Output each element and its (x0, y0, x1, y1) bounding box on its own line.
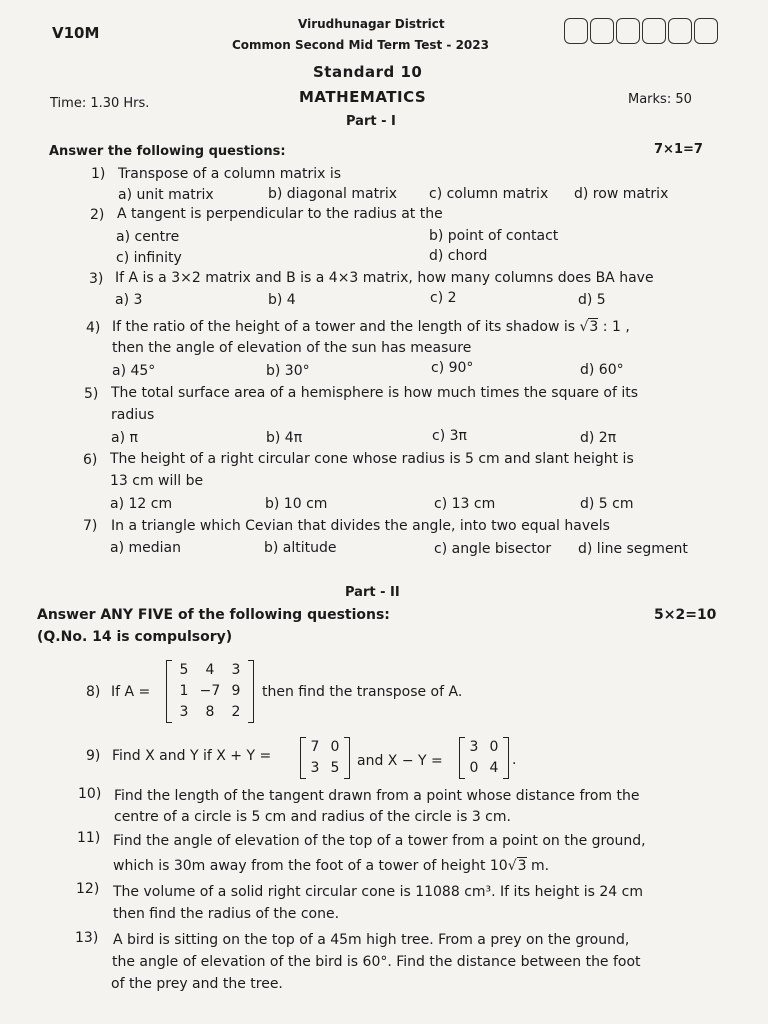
radicand: 3 (517, 858, 527, 874)
option: c) infinity (116, 250, 182, 266)
question-text: Transpose of a column matrix is (118, 166, 342, 182)
question-text-part: : 1 , (598, 319, 630, 335)
standard-title: Standard 10 (313, 63, 423, 81)
subject-title: MATHEMATICS (299, 88, 427, 106)
question-text-mid: and X − Y = (357, 753, 443, 769)
part1-instruction: Answer the following questions: (49, 144, 286, 159)
paper-code: V10M (52, 24, 100, 42)
question-number: 8) (86, 684, 101, 700)
option: b) 4 (268, 292, 296, 308)
question-text-line2: centre of a circle is 5 cm and radius of the circle is 3 cm. (114, 809, 511, 825)
matrix-cell: 0 (489, 739, 499, 755)
matrix-cell: 4 (489, 760, 499, 776)
option: a) 12 cm (110, 496, 173, 512)
part2-title: Part - II (345, 585, 400, 600)
question-text: Find X and Y if X + Y = (112, 748, 272, 764)
question-text-line3: of the prey and the tree. (111, 976, 283, 992)
register-box (668, 18, 692, 44)
matrix-cell: 3 (310, 760, 320, 776)
option: c) 3π (432, 428, 467, 444)
option: c) 2 (430, 290, 457, 306)
register-box (616, 18, 640, 44)
time-allowed: Time: 1.30 Hrs. (50, 96, 150, 111)
question-number: 6) (83, 452, 98, 468)
option: b) 30° (266, 363, 310, 379)
option: a) 45° (112, 363, 156, 379)
part1-scheme: 7×1=7 (654, 142, 703, 157)
option: c) column matrix (429, 186, 549, 202)
matrix-x-minus-y (459, 737, 509, 779)
option: d) line segment (578, 541, 688, 557)
district-title: Virudhunagar District (298, 17, 445, 31)
question-number: 13) (75, 930, 99, 946)
matrix-cell: 0 (330, 739, 340, 755)
option: d) row matrix (574, 186, 669, 202)
option: a) 3 (115, 292, 143, 308)
register-number-boxes (564, 18, 720, 44)
question-number: 11) (77, 830, 101, 846)
question-text: The height of a right circular cone whose radius is 5 cm and slant height is (110, 451, 634, 467)
register-box (564, 18, 588, 44)
matrix-cell: 4 (205, 662, 215, 678)
question-text: A bird is sitting on the top of a 45m high tree. From a prey on the ground, (113, 932, 630, 948)
matrix-cell: 8 (205, 704, 215, 720)
question-number: 5) (84, 386, 99, 402)
option: b) point of contact (429, 228, 559, 244)
option: b) 10 cm (265, 496, 328, 512)
matrix-cell: 3 (469, 739, 479, 755)
option: a) π (111, 430, 138, 446)
part2-instruction: Answer ANY FIVE of the following questions: (37, 607, 390, 623)
register-box (590, 18, 614, 44)
radicand: 3 (589, 319, 599, 335)
option: c) 13 cm (434, 496, 496, 512)
question-text-line2: which is 30m away from the foot of a tower of height 10√3 m. (113, 858, 550, 874)
option: d) 5 cm (580, 496, 634, 512)
question-text: If A = (111, 684, 151, 700)
question-text: A tangent is perpendicular to the radius at the (117, 206, 443, 222)
matrix-cell: 9 (231, 683, 241, 699)
register-box (642, 18, 666, 44)
option: b) diagonal matrix (268, 186, 398, 202)
exam-title: Common Second Mid Term Test - 2023 (232, 38, 489, 52)
matrix-cell: 1 (179, 683, 189, 699)
matrix-a (166, 660, 254, 723)
question-text-line2: radius (111, 407, 155, 423)
question-number: 3) (89, 271, 104, 287)
question-number: 9) (86, 748, 101, 764)
matrix-cell: 2 (231, 704, 241, 720)
option: b) 4π (266, 430, 303, 446)
question-number: 10) (78, 786, 102, 802)
question-number: 1) (91, 166, 106, 182)
matrix-cell: 3 (179, 704, 189, 720)
matrix-cell: 3 (231, 662, 241, 678)
question-text: If A is a 3×2 matrix and B is a 4×3 matrix, how many columns does BA have (115, 270, 654, 286)
question-text: Find the angle of elevation of the top of a tower from a point on the ground, (113, 833, 646, 849)
question-text: Find the length of the tangent drawn from a point whose distance from the (114, 788, 640, 804)
option: d) 2π (580, 430, 617, 446)
question-text: The volume of a solid right circular cone is 11088 cm³. If its height is 24 cm (113, 884, 643, 900)
option: d) chord (429, 248, 488, 264)
question-text: The total surface area of a hemisphere is how much times the square of its (111, 385, 639, 401)
question-text-tail: then find the transpose of A. (262, 684, 463, 700)
option: d) 5 (578, 292, 606, 308)
part1-title: Part - I (346, 114, 396, 129)
question-text-line2: the angle of elevation of the bird is 60°. Find the distance between the foot (112, 954, 641, 970)
matrix-cell: 0 (469, 760, 479, 776)
option: a) centre (116, 229, 180, 245)
matrix-cell: 5 (330, 760, 340, 776)
option: b) altitude (264, 540, 337, 556)
question-text: In a triangle which Cevian that divides the angle, into two equal havels (111, 518, 610, 534)
question-number: 2) (90, 207, 105, 223)
option: a) median (110, 540, 181, 556)
matrix-cell: 7 (310, 739, 320, 755)
question-text-line2: then the angle of elevation of the sun has measure (112, 340, 472, 356)
question-text-part: which is 30m away from the foot of a tower of height 10 (113, 858, 508, 874)
matrix-cell: −7 (199, 683, 221, 699)
question-text-line2: then find the radius of the cone. (113, 906, 340, 922)
question-text: If the ratio of the height of a tower and the length of its shadow is √3 : 1 , (112, 319, 630, 335)
total-marks: Marks: 50 (628, 92, 692, 107)
option: a) unit matrix (118, 187, 214, 203)
option: c) angle bisector (434, 541, 552, 557)
option: c) 90° (431, 360, 474, 376)
part2-note: (Q.No. 14 is compulsory) (37, 629, 233, 645)
register-box (694, 18, 718, 44)
question-number: 4) (86, 320, 101, 336)
question-number: 12) (76, 881, 100, 897)
question-text-tail: . (512, 752, 517, 768)
matrix-cell: 5 (179, 662, 189, 678)
question-text-part: If the ratio of the height of a tower and the length of its shadow is (112, 319, 580, 335)
question-text-line2: 13 cm will be (110, 473, 204, 489)
question-number: 7) (83, 518, 98, 534)
part2-scheme: 5×2=10 (654, 607, 717, 623)
question-text-part: m. (526, 858, 550, 874)
matrix-x-plus-y (300, 737, 350, 779)
option: d) 60° (580, 362, 624, 378)
